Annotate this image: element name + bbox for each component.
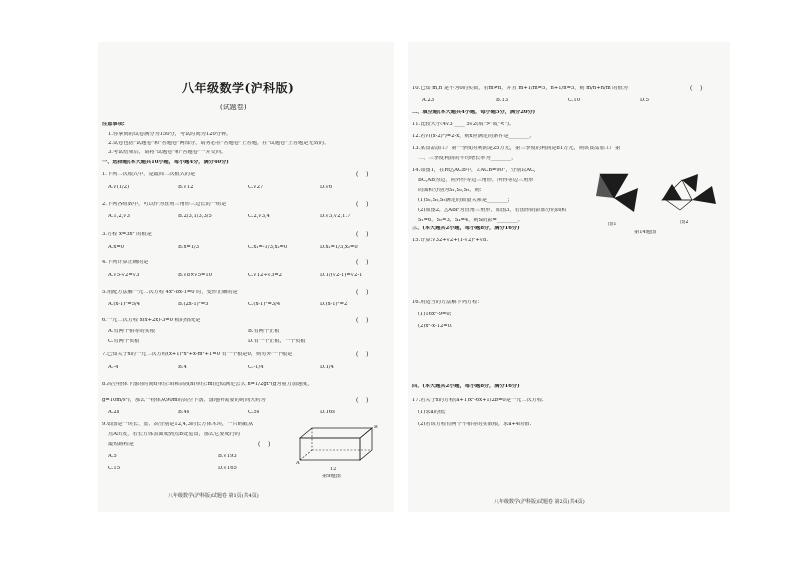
option: A.1,2,√3 (108, 214, 130, 219)
option: D.1/(√2-1)=√2-1 (320, 273, 363, 278)
note-item: 2.试卷包括"试题卷"和"答题卷"两部分，请务必在"答题卷"上答题，在"试题卷"上答题是无效的。 (108, 141, 330, 146)
question-stem: 10.已知 m,n 是不为0的实数，若m≠n，并且 m+1/m=5，n+1/n=5，则 m/n+n/m 的值为 (412, 86, 628, 91)
fill-question: (1)S₁,S₂,S₃满足的数量关系是________; (418, 198, 510, 203)
option: B.4 (178, 365, 187, 370)
answer-paren: ( ) (690, 85, 703, 92)
page-footer: 八年级数学(沪科版)试题卷 第1页(共4页) (168, 493, 259, 499)
option: D.5 (640, 98, 649, 103)
option: A.(x-1)²=5/4 (108, 302, 141, 307)
solve-part: (2)若该方程有两个不相等的实数根，求a+4的值. (418, 422, 532, 427)
option: A.x=0 (108, 245, 124, 250)
question-stem: g=10m/s²)，那么一物体从90m的高空下落，落地所需要的时间大约为 (102, 398, 266, 403)
option: B.有两个正根 (248, 329, 280, 334)
question-stem: 4.下列计算正确的是 (102, 260, 149, 265)
question-stem: 6.一元二次方程 x(x+2x)-3=0 根的情况是 (102, 318, 201, 323)
answer-paren: ( ) (356, 259, 369, 266)
question-stem: 点A出发，若长方体表面爬到点B处觅食，那么它要爬行的 (108, 432, 241, 437)
section-heading: 一、选择题(本大题共10小题，每小题4分，满分40分) (102, 160, 229, 165)
option: C.√12÷√3=2 (248, 273, 282, 278)
answer-paren: ( ) (356, 317, 369, 324)
option: C.2,√3,4 (248, 214, 270, 219)
option: C.(x-1)²=3/4 (248, 302, 281, 307)
option: B.√8×√5=10 (178, 273, 212, 278)
question-stem: 3.方程 x=3x² 的根是 (102, 232, 152, 237)
answer-paren: ( ) (356, 231, 369, 238)
option: C.√27 (248, 185, 264, 190)
page-title: 八年级数学(沪科版) (182, 82, 295, 94)
option: D.x₁=1/3,x₂=0 (320, 245, 358, 250)
option: A.√(1/2) (108, 185, 130, 190)
fill-question: 14.如图1，在Rt△ACB中，∠ACB=90°，分别以AC, (412, 168, 536, 173)
section-heading: 四、(本大题共2小题，每小题8分，满分16分) (412, 384, 520, 389)
solve-part: (2)x²-x-12=0. (418, 324, 453, 329)
option: C.-1/4 (248, 365, 264, 370)
option: B.x=1/3 (178, 245, 200, 250)
option: A.-4 (108, 365, 119, 370)
fill-question: 11.比较大小:4√3 ____ 5√2(填">"或"<")。 (412, 122, 515, 127)
section-heading: 二、填空题(本大题共4小题，每小题5分，满分20分) (412, 110, 536, 115)
option: D.√6 (320, 185, 333, 190)
option: A.√5-√2=√3 (108, 273, 140, 278)
question-stem: 2.下列各组数中，可以作为直角三角形三边长的一组是 (102, 202, 227, 207)
option: B.4s (178, 410, 190, 415)
option: C.有两个负根 (108, 339, 140, 344)
solve-question: 16.用适当的方法解下列方程: (412, 300, 480, 305)
answer-paren: ( ) (356, 397, 369, 404)
answer-paren: ( ) (356, 171, 369, 178)
left-page (98, 42, 394, 512)
option: B.√193 (218, 454, 237, 459)
fig-label: B (374, 425, 378, 430)
figure-label: 图2 (680, 220, 689, 225)
cuboid-figure (296, 424, 378, 466)
figure-caption: 第9题图 (322, 474, 341, 479)
question-stem: 8.高空物体下落的时间t(单位:s)和高度h(单位:m)近似满足公式 h=1/2gt²(g为重力加速度， (102, 382, 313, 387)
option: C.5s (248, 410, 260, 415)
option: D.16s (320, 410, 335, 415)
fig-label: 12 (330, 467, 337, 472)
question-stem: 9.如图是一块长、宽、高分别是12,4,3的长方体木块，一只蚂蚁从 (102, 422, 254, 427)
answer-paren: ( ) (258, 441, 271, 448)
fill-question: 13.某食品加工厂第一季度的利润是25万元，第三季度的利润是81万元，则该食品加工厂第 (412, 146, 621, 151)
notes-header: 注意事项: (102, 122, 125, 127)
fig-label: A (296, 461, 300, 466)
solve-part: (1)16x²-9=0; (418, 312, 452, 317)
answer-paren: ( ) (356, 351, 369, 358)
question-stem: 最短路程是 (108, 442, 134, 447)
triangle-figure-2 (652, 170, 726, 214)
option: D.√165 (218, 466, 237, 471)
fill-question: BC,AB为边，向外作等边三角形，所得等边三角形 (418, 178, 534, 183)
note-item: 3.考试结束后，请将"试题卷"和"答题卷"一并交回。 (108, 150, 227, 155)
option: D.有一个正根，一个负根 (248, 339, 306, 344)
question-stem: 1.下列二次根式中，是最简二次根式的是 (102, 172, 196, 177)
option: B.(2x-1)²=5 (178, 302, 209, 307)
page-footer: 八年级数学(沪科版)试题卷 第2页(共4页) (494, 499, 585, 505)
question-stem: 17.若关于x的方程(a+1)x²-6x+1/2b=0是一元二次方程. (412, 398, 544, 403)
option: A.5 (108, 454, 117, 459)
option: D.1/4 (320, 365, 334, 370)
option: C.10 (568, 98, 581, 103)
answer-paren: ( ) (356, 201, 369, 208)
fill-question: 12.若√((x-2)²)=2-x，则x应满足的条件是________。 (412, 134, 535, 139)
page-subtitle: (试题卷) (220, 104, 247, 111)
option: D.√3,√2,1.7 (320, 214, 351, 219)
fill-question: 的面积分别为S₁,S₂,S₃，则: (418, 188, 482, 193)
option: C.x₁=-1/3,x₂=0 (248, 245, 288, 250)
answer-paren: ( ) (356, 289, 369, 296)
option: C.15 (108, 466, 121, 471)
option: D.(x-1)²=2 (320, 302, 348, 307)
question-stem: 5.用配方法解一元二次方程 4x²-8x-1=0 时，变形正确的是 (102, 290, 238, 295)
note-item: 1.你拿到的试卷满分为150分，考试时间为120分钟。 (108, 132, 232, 137)
figure-caption: 第14题图 (634, 230, 657, 235)
solve-part: (1)求a的值; (418, 410, 446, 415)
fill-question: S₁=6，S₂=3，S₄=4，则S阴影=________。 (418, 218, 523, 223)
calc-question: 15.计算:√32+√2+(1-√2)²+√8. (412, 238, 488, 243)
question-stem: 7.已知关于x的一元二次方程(x+1)²x²+x-m²+1=0 有一个根是0，则另外一个根是 (102, 352, 293, 357)
fill-question: (2)如图2，△ABF为直角三角形，如图3，若图形阴影部分的面积 (418, 208, 567, 213)
option: B.√12 (178, 185, 194, 190)
fill-question: 二、三季度利润的平均增长率为________。 (418, 156, 517, 161)
section-heading: 三、(本大题共2小题，每小题8分，满分16分) (412, 226, 520, 231)
option: B.13 (496, 98, 509, 103)
figure-label: 图1 (608, 222, 617, 227)
right-page (408, 42, 730, 512)
option: B.2/3,1/3,3/5 (178, 214, 212, 219)
option: A.2s (108, 410, 120, 415)
triangle-figure-1 (594, 166, 648, 218)
option: A.23 (422, 98, 434, 103)
option: A.有两个相等的实根 (108, 329, 155, 334)
